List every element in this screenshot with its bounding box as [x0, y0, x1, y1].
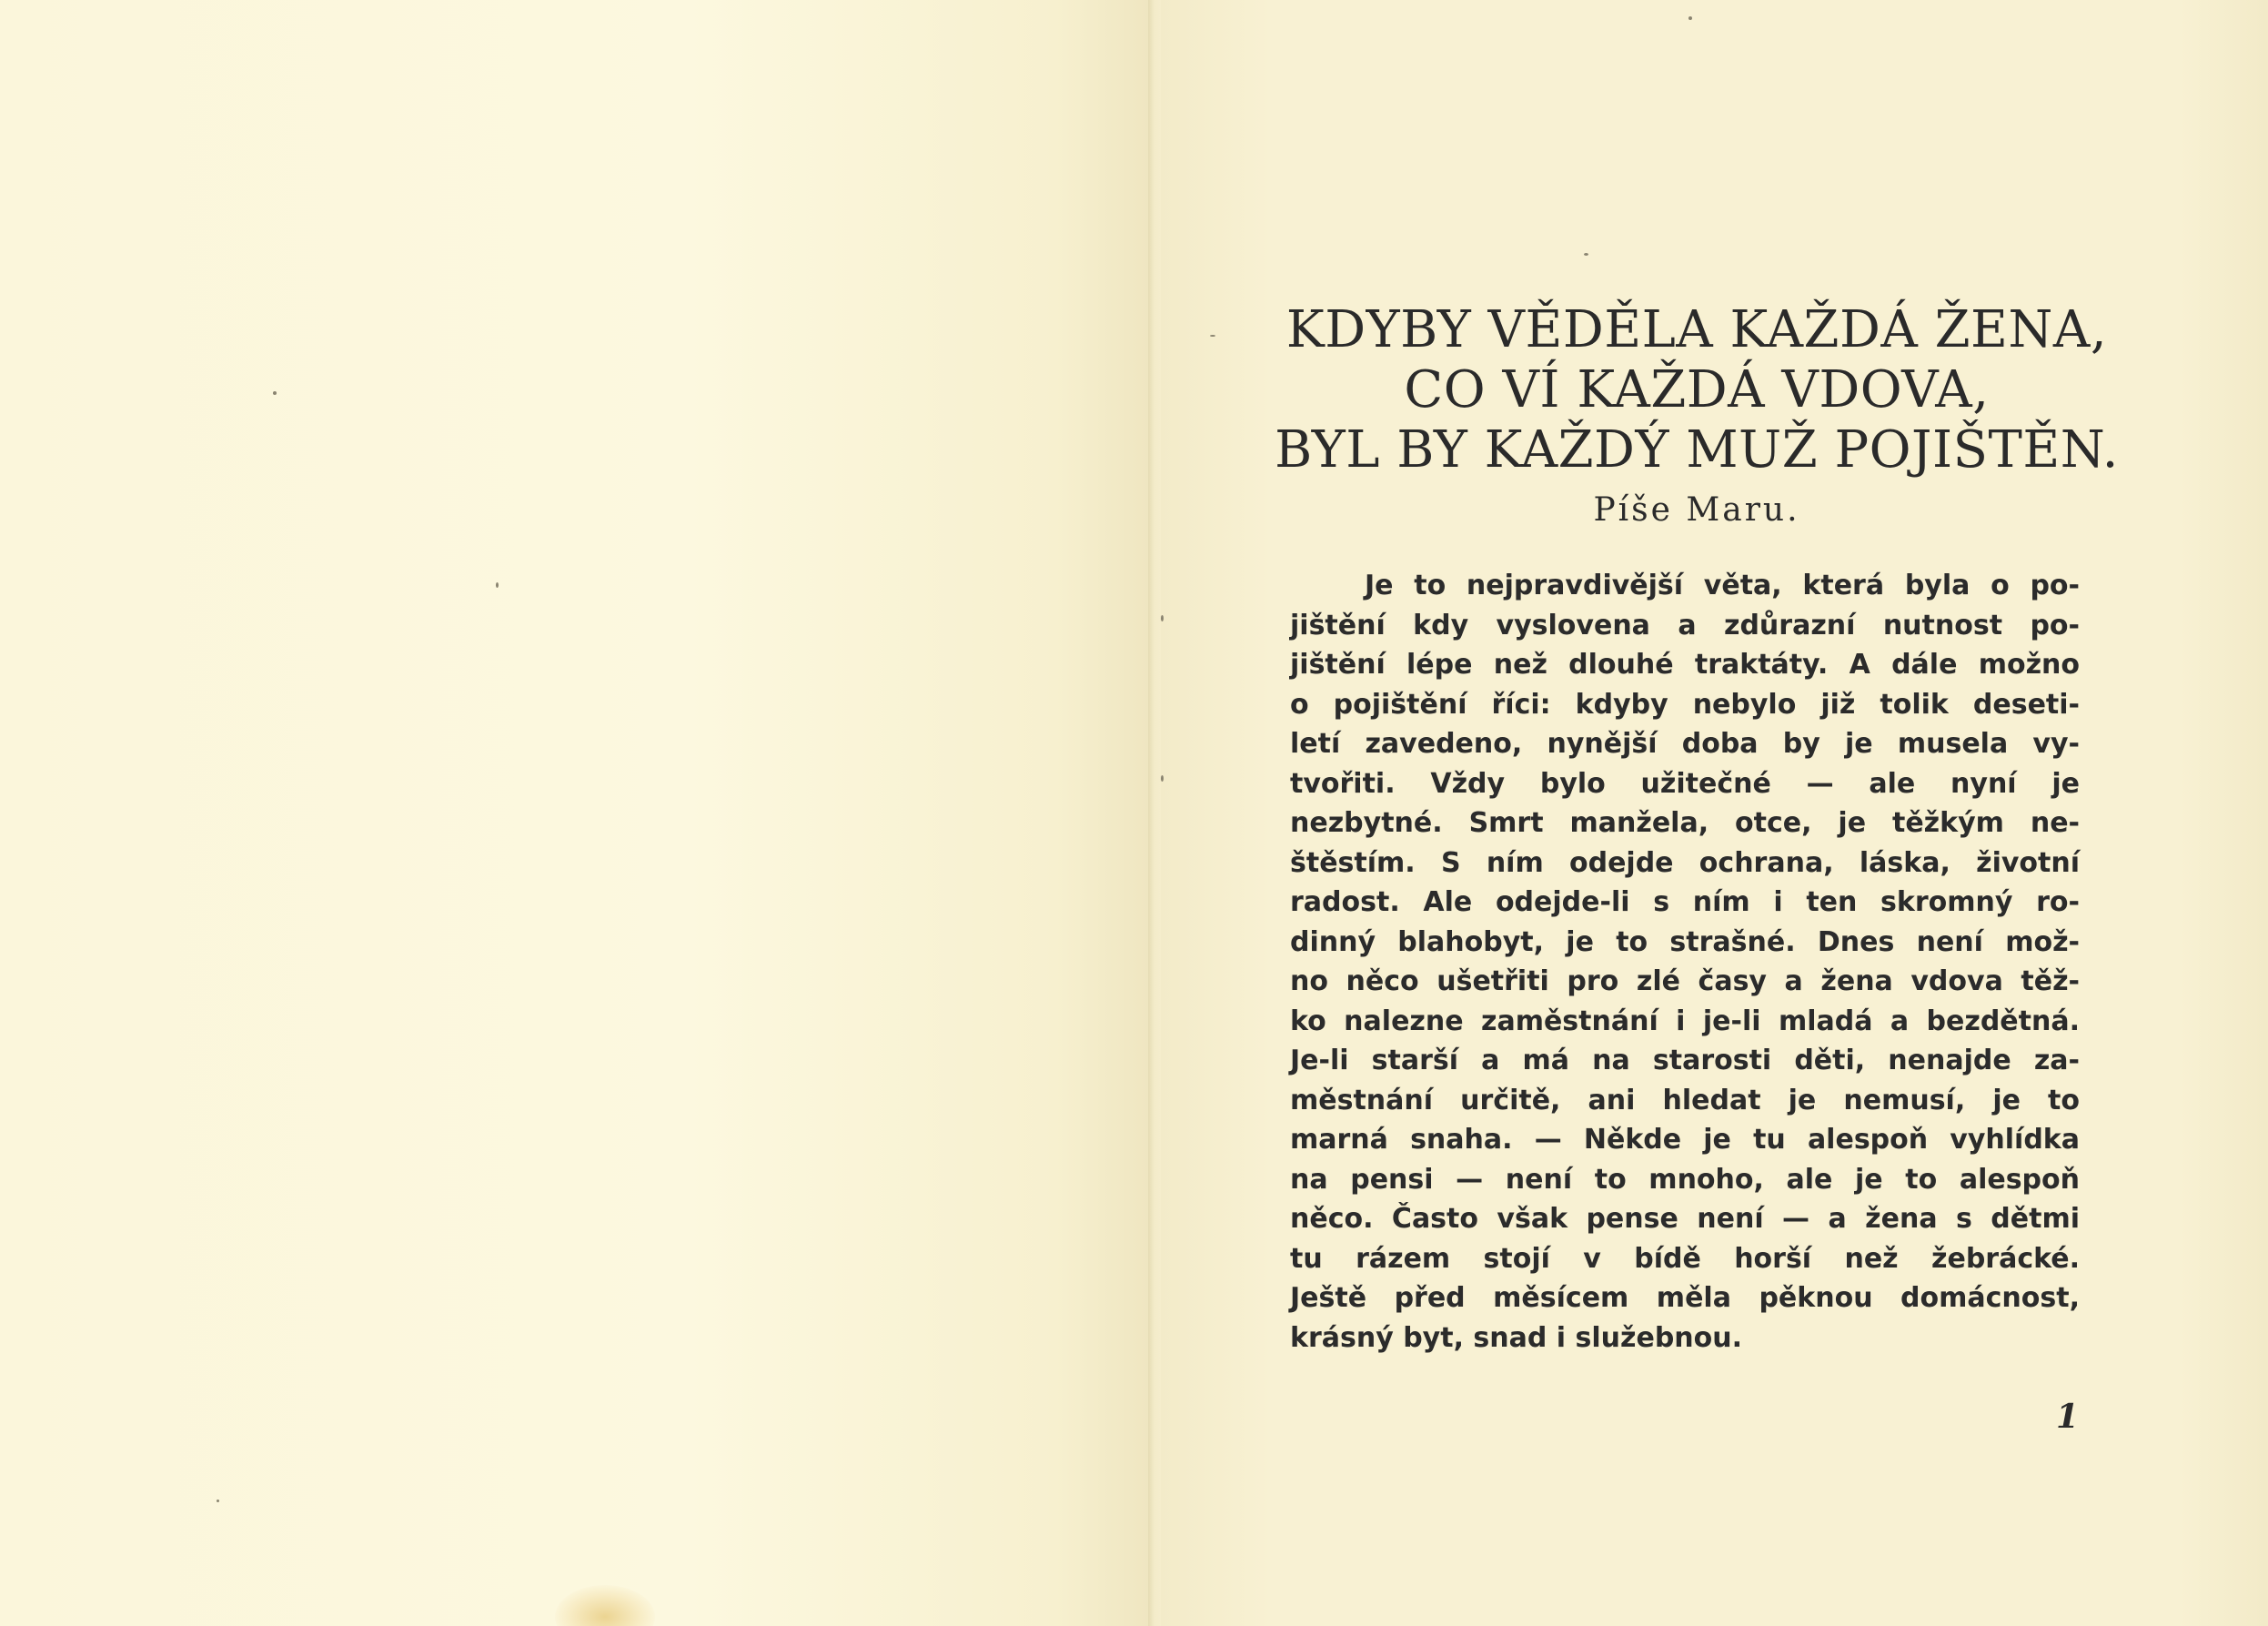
body-line: o pojištění říci: kdyby nebylo již tolik deseti- [1290, 688, 2080, 721]
article-title [1274, 300, 2120, 480]
body-line: dinný blahobyt, je to strašné. Dnes není mož- [1290, 925, 2080, 958]
body-line: nezbytné. Smrt manžela, otce, je těžkým ne- [1290, 807, 2080, 839]
title-line: BYL BY KAŽDÝ MUŽ POJIŠTĚN. [1275, 420, 2119, 480]
body-line: tu rázem stojí v bídě horší než žebrácké. [1290, 1242, 2080, 1275]
body-line: krásný byt, snad i služebnou. [1290, 1321, 1743, 1354]
body-line: na pensi — není to mnoho, ale je to alespoň [1290, 1163, 2080, 1196]
paper-speck [1210, 335, 1215, 337]
page-number: 1 [2055, 1398, 2079, 1436]
paper-stain [555, 1585, 655, 1626]
body-line: ko nalezne zaměstnání i je-li mladá a bezdětná. [1290, 1005, 2080, 1037]
paper-speck [496, 582, 499, 588]
body-line: jištění lépe než dlouhé traktáty. A dále možno [1290, 649, 2080, 681]
title-line: KDYBY VĚDĚLA KAŽDÁ ŽENA, [1285, 300, 2108, 359]
paper-speck [1161, 615, 1164, 621]
body-line: městnání určitě, ani hledat je nemusí, je to [1290, 1084, 2080, 1116]
paper-speck [1161, 775, 1164, 782]
author-byline: Píše Maru. [1593, 491, 1800, 529]
body-line: letí zavedeno, nynější doba by je musela vy- [1290, 728, 2080, 760]
body-line: no něco ušetřiti pro zlé časy a žena vdova těž- [1290, 965, 2080, 997]
body-line: štěstím. S ním odejde ochrana, láska, životní [1290, 846, 2080, 879]
body-line: Je-li starší a má na starosti děti, nenajde za- [1290, 1045, 2080, 1076]
body-line: jištění kdy vyslovena a zdůrazní nutnost po- [1290, 609, 2080, 641]
article-body [1290, 566, 2080, 1358]
body-line: něco. Často však pense není — a žena s dětmi [1290, 1203, 2080, 1235]
paper-speck [273, 391, 277, 395]
paper-speck [217, 1500, 219, 1502]
body-line: Ještě před měsícem měla pěknou domácnost, [1290, 1282, 2080, 1314]
paper-speck [1584, 253, 1588, 256]
body-line: marná snaha. — Někde je tu alespoň vyhlídka [1290, 1124, 2080, 1156]
title-line: CO VÍ KAŽDÁ VDOVA, [1404, 360, 1990, 419]
paper-speck [1688, 16, 1692, 20]
body-line: tvořiti. Vždy bylo užitečné — ale nyní je [1290, 767, 2080, 800]
body-line: Je to nejpravdivější věta, která byla o po- [1365, 570, 2080, 601]
body-line: radost. Ale odejde-li s ním i ten skromný ro- [1290, 886, 2080, 918]
book-gutter [1148, 0, 1161, 1626]
